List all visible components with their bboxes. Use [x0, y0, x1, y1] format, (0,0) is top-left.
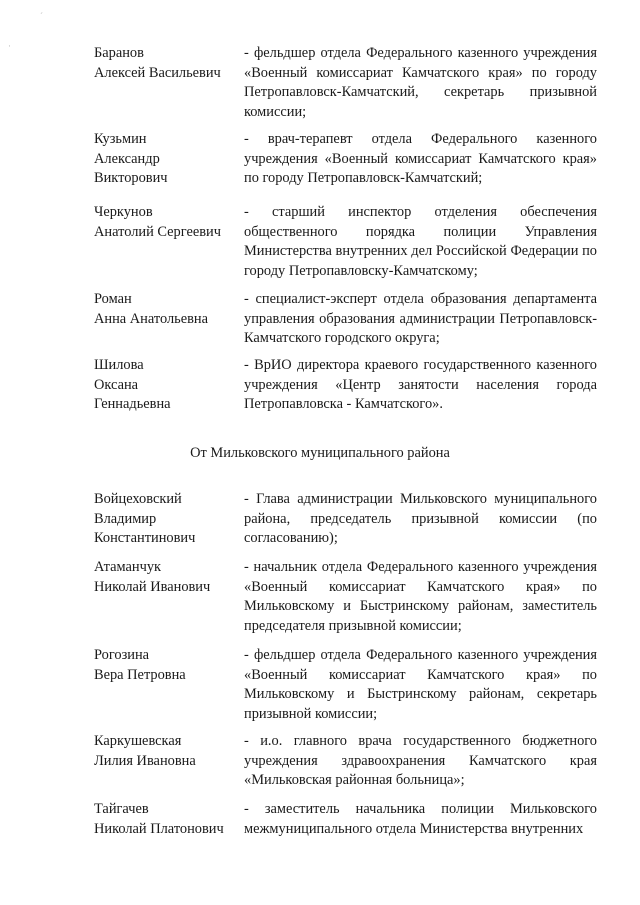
member-name: [94, 490, 244, 549]
scan-mark-left: ·: [8, 41, 11, 51]
member-name-line: Константинович: [94, 530, 196, 547]
member-duty: - врач-терапевт отдела Федерального казенного учреждения «Военный комиссариат Камчатского края» по городу Петропавловск-Камчатский;: [244, 131, 597, 187]
member-name: [94, 558, 244, 597]
member-duty: - и.о. главного врача государственного бюджетного учреждения здравоохранения Камчатского края «Мильковская районная больница»;: [244, 733, 597, 789]
member-name-line: Лилия Ивановна: [94, 752, 196, 769]
member-name-line: Войцеховский: [94, 491, 182, 507]
member-name-line: Анна Анатольевна: [94, 310, 209, 327]
member-name-line: Николай Платонович: [94, 820, 224, 837]
member-name-line: Николай Иванович: [94, 578, 211, 595]
member-name-line: Анатолий Сергеевич: [94, 223, 221, 240]
member-duty: - начальник отдела Федерального казенного учреждения «Военный комиссариат Камчатского края» по Мильковскому и Быстринскому районам, заместитель председателя призывной комиссии;: [244, 559, 597, 635]
member-name-line: Каркушевская: [94, 733, 182, 749]
member-name-line: Вера Петровна: [94, 666, 186, 683]
member-name: [94, 732, 244, 771]
member-name-line: Шилова: [94, 357, 144, 373]
member-name-line: Александр: [94, 150, 160, 167]
member-name: [94, 203, 244, 242]
member-duty: - заместитель начальника полиции Мильковского межмуниципального отдела Министерства внутренних: [244, 801, 597, 837]
member-duty: - фельдшер отдела Федерального казенного учреждения «Военный комиссариат Камчатского края» по Мильковскому и Быстринскому районам, секретарь призывной комиссии;: [244, 647, 597, 723]
member-name-line: Роман: [94, 291, 132, 307]
member-name-line: Оксана: [94, 376, 139, 393]
member-duty: - специалист-эксперт отдела образования департамента управления образования администрации Петропавловск-Камчатского городского округа;: [244, 291, 597, 347]
member-name: [94, 44, 244, 83]
member-name: [94, 356, 244, 415]
member-name-line: Викторович: [94, 170, 168, 187]
member-name: [94, 646, 244, 685]
member-name-line: Черкунов: [94, 204, 153, 220]
member-name: [94, 290, 244, 329]
scan-mark-top: ´: [40, 11, 43, 21]
member-name-line: Алексей Васильевич: [94, 64, 221, 81]
member-name-line: Атаманчук: [94, 559, 162, 575]
member-name-line: Владимир: [94, 510, 157, 527]
member-duty: - старший инспектор отделения обеспечения общественного порядка полиции Управления Министерства внутренних дел Российской Федерации по городу Петропавловску-Камчатскому;: [244, 204, 597, 280]
member-name-line: Баранов: [94, 45, 144, 61]
member-duty: - фельдшер отдела Федерального казенного учреждения «Военный комиссариат Камчатского края» по городу Петропавловск-Камчатский, секретарь призывной комиссии;: [244, 45, 597, 121]
member-duty: - Глава администрации Мильковского муниципального района, председатель призывной комиссии (по согласованию);: [244, 491, 597, 547]
member-name-line: Геннадьевна: [94, 396, 171, 413]
member-duty: - ВрИО директора краевого государственного казенного учреждения «Центр занятости населения города Петропавловска - Камчатского».: [244, 357, 597, 413]
member-name: [94, 130, 244, 189]
member-name-line: Кузьмин: [94, 131, 147, 147]
member-name-line: Тайгачев: [94, 801, 149, 817]
member-name-line: Рогозина: [94, 647, 150, 663]
section-heading: От Мильковского муниципального района: [190, 445, 450, 461]
member-name: [94, 800, 244, 839]
